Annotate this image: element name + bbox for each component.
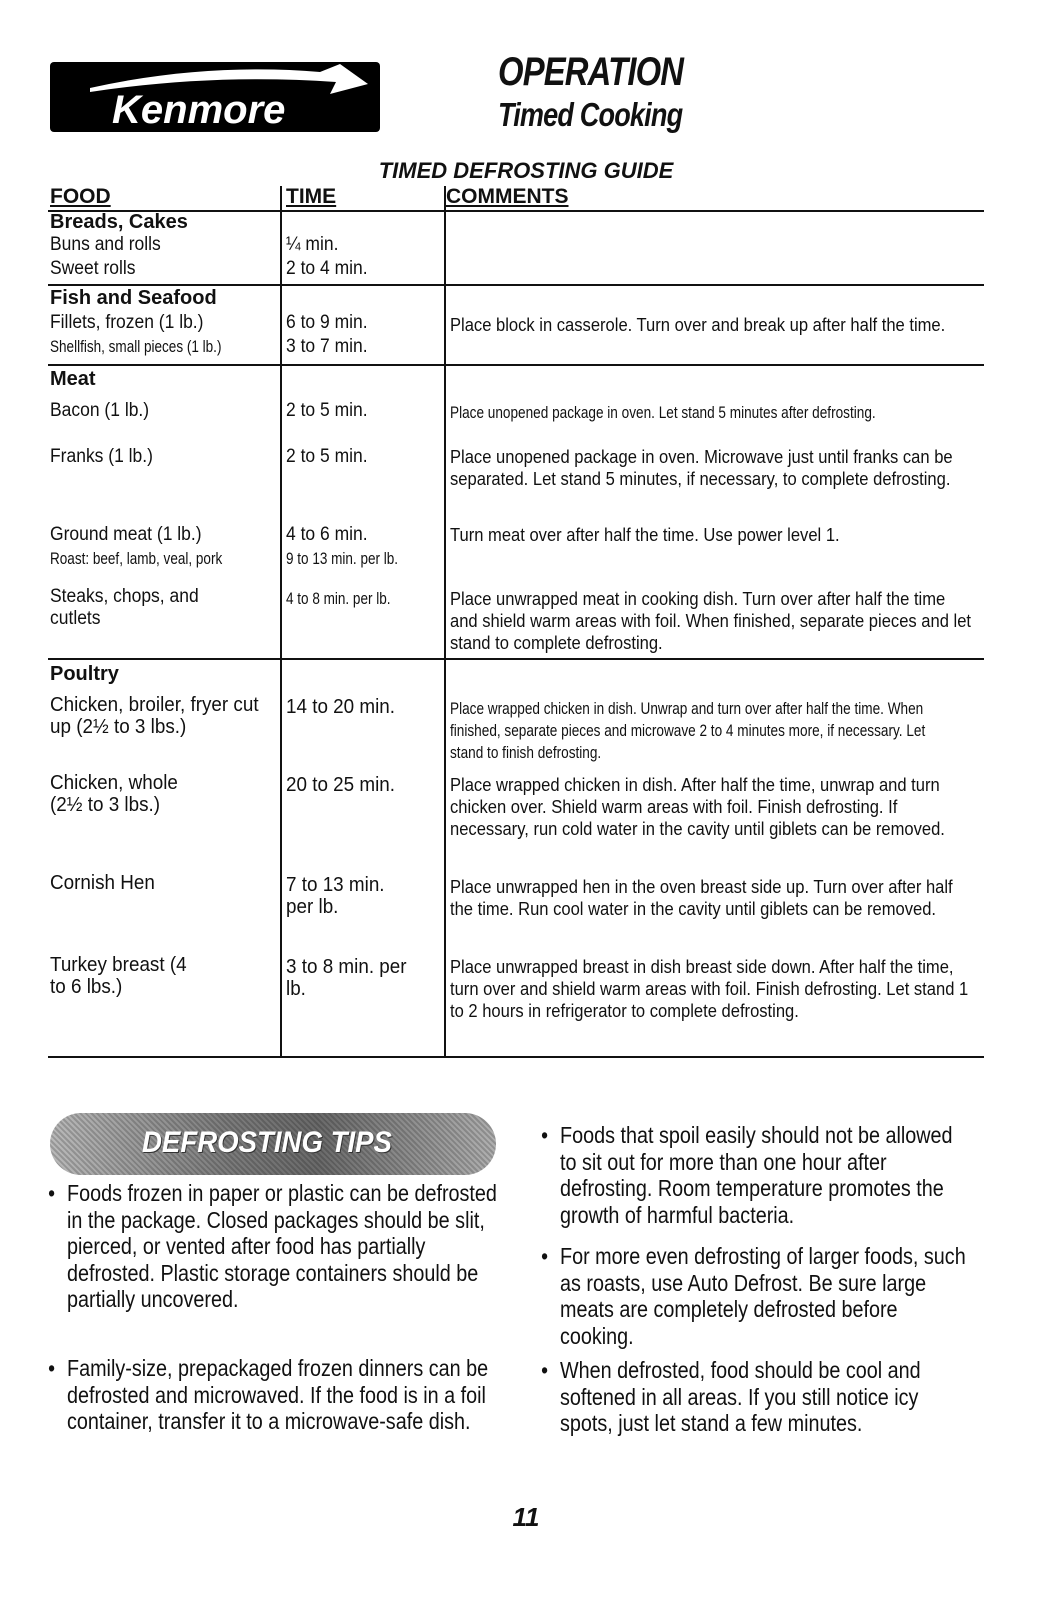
column-header-comments: COMMENTS bbox=[446, 185, 569, 208]
comment-cell: Turn meat over after half the time. Use power level 1. bbox=[450, 525, 840, 545]
bullet-icon: • bbox=[541, 1243, 549, 1269]
food-cell: Steaks, chops, and cutlets bbox=[50, 586, 199, 629]
comment-cell: Place wrapped chicken in dish. Unwrap and turn over after half the time. When finished, separate pieces and microwave 2 to 4 minutes more, if necessary. Let stand to finish defrosting. bbox=[450, 699, 926, 762]
table-rule bbox=[48, 658, 984, 660]
tip-item bbox=[48, 1355, 497, 1435]
food-cell: Chicken, broiler, fryer cut up (2½ to 3 lbs.) bbox=[50, 693, 259, 738]
section-title: Meat bbox=[50, 368, 96, 390]
food-cell: Chicken, whole (2½ to 3 lbs.) bbox=[50, 771, 178, 816]
time-cell: 20 to 25 min. bbox=[286, 773, 396, 796]
logo-wordmark: Kenmore bbox=[112, 88, 286, 132]
tip-text: Foods frozen in paper or plastic can be defrosted in the package. Closed packages should be slit, pierced, or vented after food has partially defrosted. Plastic storage containers should be partially uncovered. bbox=[67, 1180, 497, 1312]
time-cell: 4 to 6 min. bbox=[286, 524, 368, 545]
page-title: OPERATION bbox=[498, 50, 684, 94]
comment-cell: Place unopened package in oven. Microwave just until franks can be separated. Let stand 5 minutes, if necessary, to complete defrosting. bbox=[450, 447, 953, 489]
time-cell: 4 to 8 min. per lb. bbox=[286, 590, 391, 608]
time-cell: 9 to 13 min. per lb. bbox=[286, 550, 399, 568]
comment-cell: Place unwrapped breast in dish breast side down. After half the time, turn over and shield warm areas with foil. Finish defrosting. Let stand 1 to 2 hours in refrigerator to complete defrosting. bbox=[450, 957, 969, 1021]
tip-text: Foods that spoil easily should not be allowed to sit out for more than one hour after defrosting. Room temperature promotes the growth of harmful bacteria. bbox=[560, 1122, 953, 1228]
time-cell: 6 to 9 min. bbox=[286, 312, 368, 333]
food-cell: Bacon (1 lb.) bbox=[50, 400, 150, 421]
time-cell: 3 to 7 min. bbox=[286, 336, 368, 357]
time-cell: 7 to 13 min. per lb. bbox=[286, 873, 385, 918]
page-number: 11 bbox=[512, 1502, 540, 1532]
section-title: Breads, Cakes bbox=[50, 211, 188, 233]
table-rule bbox=[48, 210, 984, 212]
food-cell: Roast: beef, lamb, veal, pork bbox=[50, 550, 223, 568]
tip-item bbox=[541, 1357, 973, 1437]
tip-text: Family-size, prepackaged frozen dinners can be defrosted and microwaved. If the food is in a foil container, transfer it to a microwave-safe dish. bbox=[67, 1355, 489, 1434]
table-rule bbox=[48, 1056, 984, 1058]
tips-banner bbox=[50, 1113, 496, 1175]
food-cell: Ground meat (1 lb.) bbox=[50, 524, 202, 545]
time-cell: 2 to 5 min. bbox=[286, 446, 368, 467]
bullet-icon: • bbox=[541, 1357, 549, 1383]
tip-text: When defrosted, food should be cool and softened in all areas. If you still notice icy spots, just let stand a few minutes. bbox=[560, 1357, 921, 1436]
time-cell: 2 to 5 min. bbox=[286, 400, 368, 421]
time-cell: 2 to 4 min. bbox=[286, 258, 368, 279]
bullet-icon: • bbox=[541, 1122, 549, 1148]
column-divider bbox=[280, 186, 282, 1056]
bullet-icon: • bbox=[48, 1355, 56, 1381]
table-rule bbox=[48, 364, 984, 366]
comment-cell: Place unopened package in oven. Let stand 5 minutes after defrosting. bbox=[450, 403, 876, 422]
comment-cell: Place unwrapped hen in the oven breast side up. Turn over after half the time. Run cool water in the cavity until giblets can be removed. bbox=[450, 877, 953, 919]
time-cell: 3 to 8 min. per lb. bbox=[286, 955, 407, 1000]
page-subtitle: Timed Cooking bbox=[498, 96, 683, 133]
tip-item bbox=[541, 1243, 973, 1349]
kenmore-logo bbox=[50, 62, 380, 132]
column-divider bbox=[444, 186, 446, 1056]
food-cell: Sweet rolls bbox=[50, 258, 136, 279]
comment-cell: Place wrapped chicken in dish. After half the time, unwrap and turn chicken over. Shield warm areas with foil. Finish defrosting. If necessary, run cold water in the cavity until giblets can be removed. bbox=[450, 775, 945, 839]
food-cell: Turkey breast (4 to 6 lbs.) bbox=[50, 953, 187, 998]
food-cell: Franks (1 lb.) bbox=[50, 446, 153, 467]
time-cell: 14 to 20 min. bbox=[286, 695, 396, 718]
column-header-time: TIME bbox=[286, 185, 337, 208]
defrosting-table bbox=[48, 186, 984, 1066]
comment-cell: Place block in casserole. Turn over and break up after half the time. bbox=[450, 315, 946, 335]
section-title: Poultry bbox=[50, 663, 119, 685]
food-cell: Cornish Hen bbox=[50, 871, 155, 894]
guide-title: TIMED DEFROSTING GUIDE bbox=[378, 158, 674, 183]
tips-title: DEFROSTING TIPS bbox=[142, 1126, 392, 1159]
food-cell: Buns and rolls bbox=[50, 234, 161, 255]
tip-item bbox=[541, 1122, 973, 1228]
column-header-food: FOOD bbox=[50, 185, 111, 208]
food-cell: Fillets, frozen (1 lb.) bbox=[50, 312, 204, 333]
comment-cell: Place unwrapped meat in cooking dish. Turn over after half the time and shield warm areas with foil. When finished, separate pieces and let stand to complete defrosting. bbox=[450, 589, 972, 653]
table-rule bbox=[48, 284, 984, 286]
bullet-icon: • bbox=[48, 1180, 56, 1206]
tip-item bbox=[48, 1180, 497, 1313]
time-cell: ¼ min. bbox=[286, 234, 339, 255]
section-title: Fish and Seafood bbox=[50, 287, 217, 309]
food-cell: Shellfish, small pieces (1 lb.) bbox=[50, 338, 222, 356]
tip-text: For more even defrosting of larger foods, such as roasts, use Auto Defrost. Be sure large meats are completely defrosted before cooking. bbox=[560, 1243, 966, 1349]
